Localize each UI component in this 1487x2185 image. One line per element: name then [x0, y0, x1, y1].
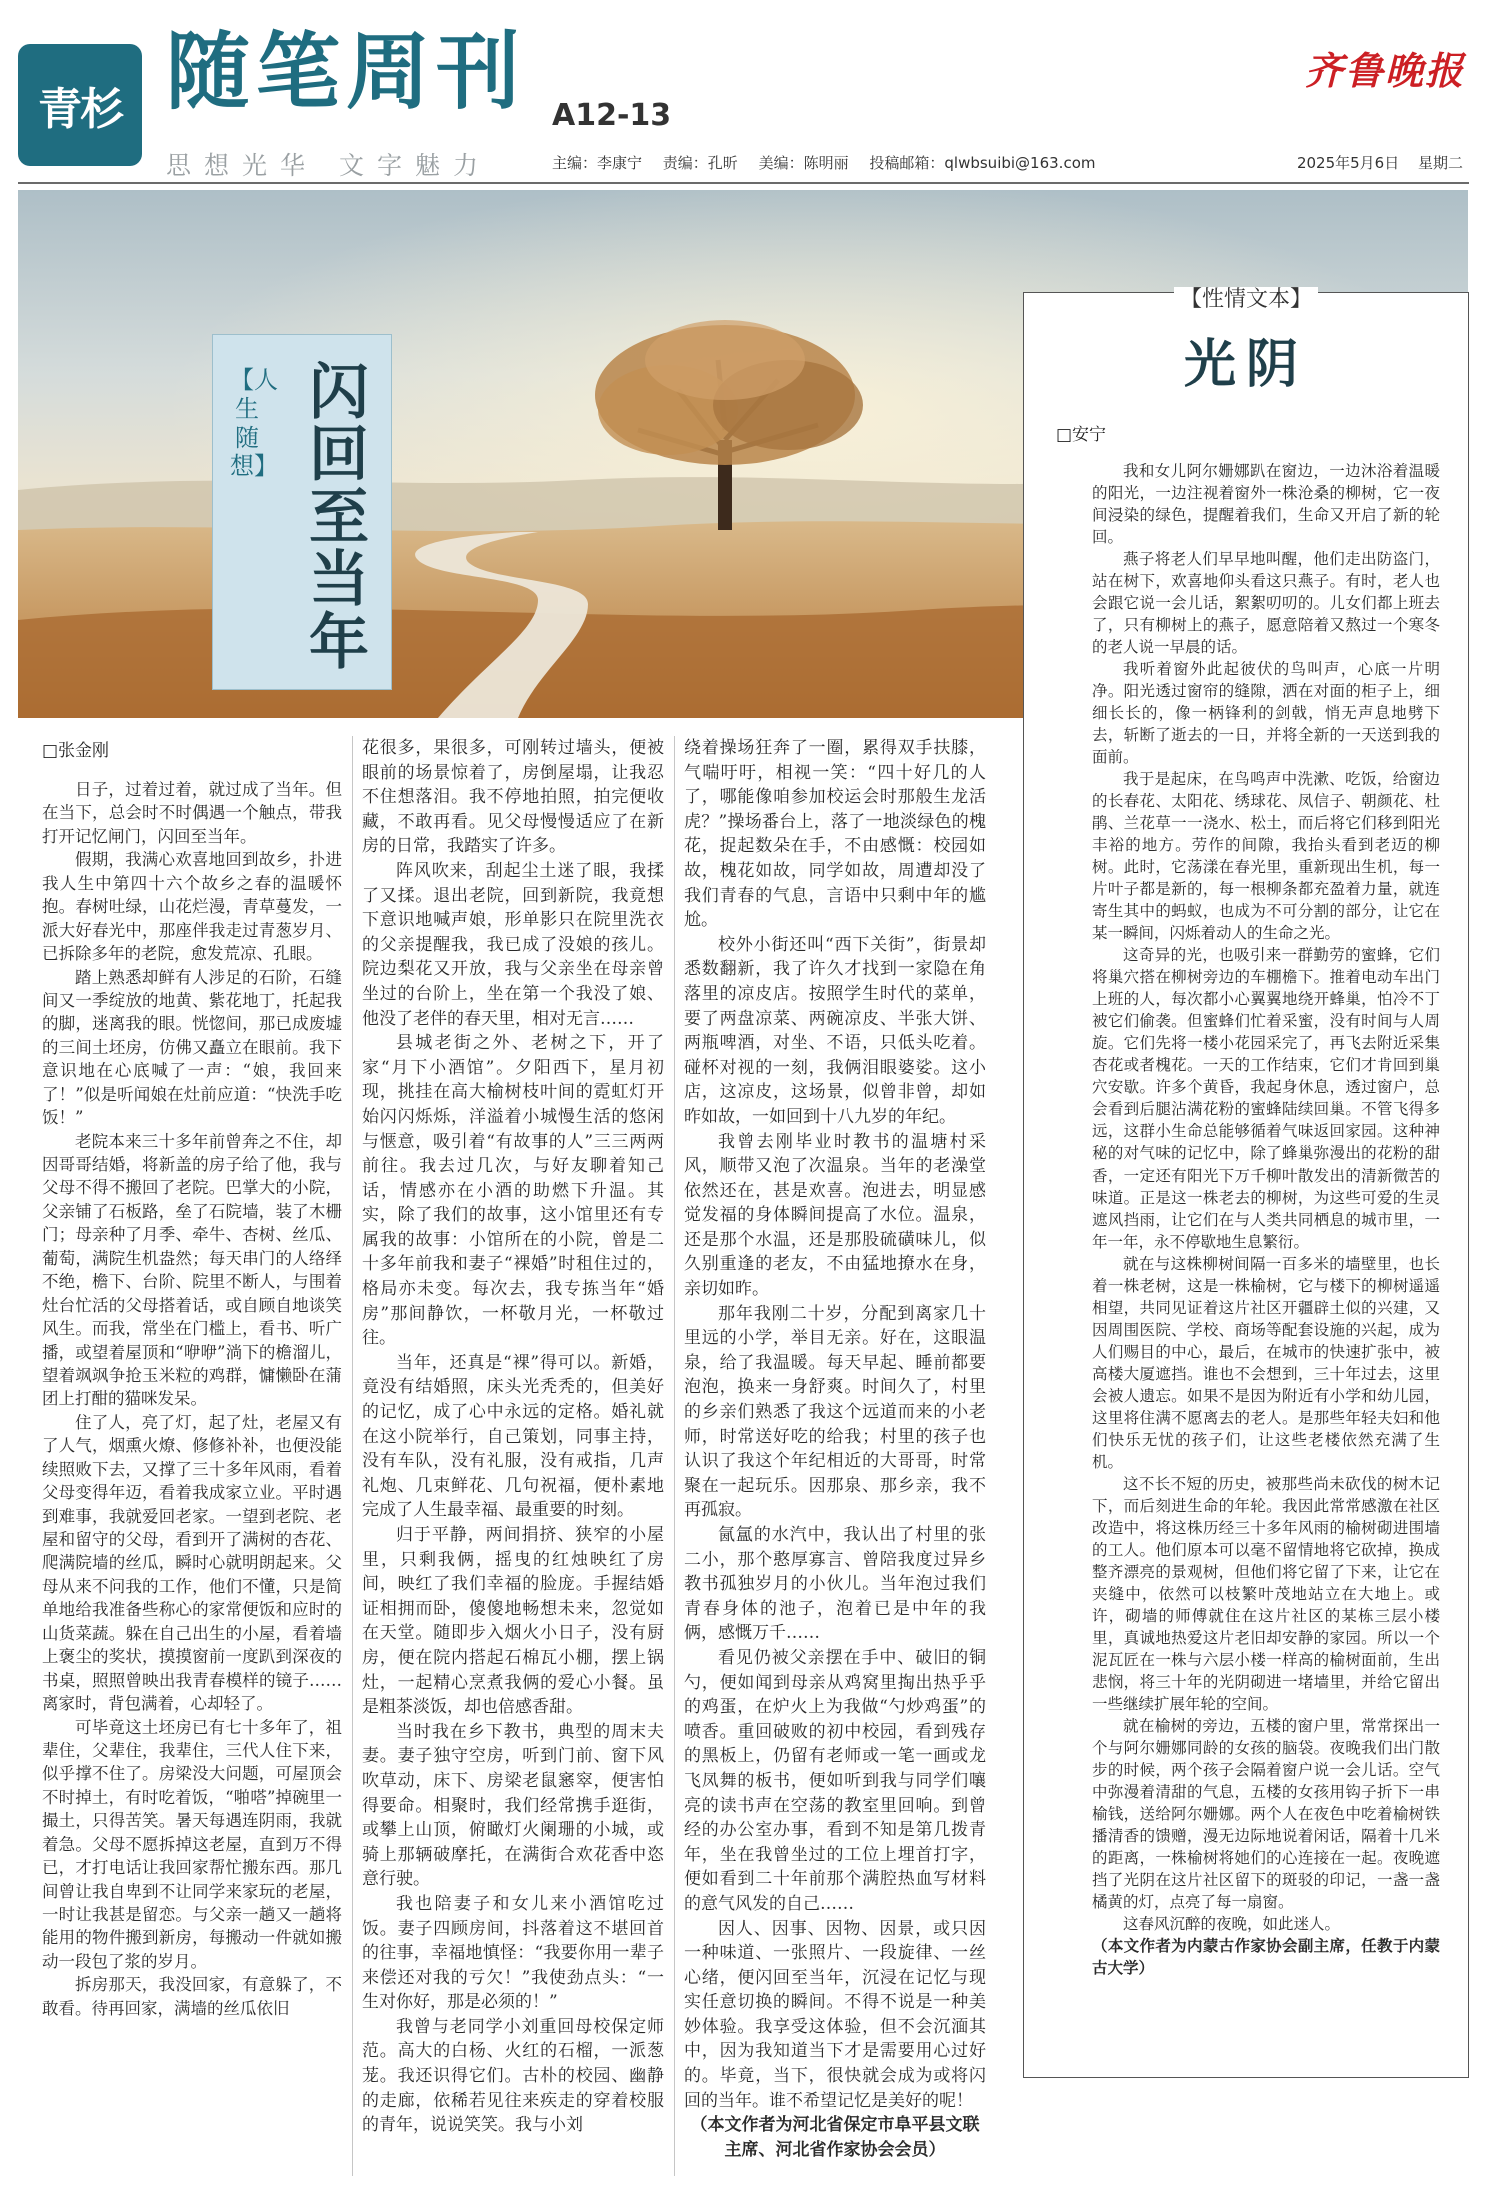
paragraph: 就在与这株柳树间隔一百多米的墙壁里，也长着一株老树，这是一株榆树，它与楼下的柳树遥遥相望，共同见证着这片社区开疆辟土似的兴建，又因周围医院、学校、商场等配套设施的兴起，成为人们赐目的中心，最后，在城市的快速扩张中，被高楼大厦遮挡。谁也不会想到，三十年过去，这里会被人遗忘。如果不是因为附近有小学和幼儿园，这里将住满不愿离去的老人。是那些年轻夫妇和他们快乐无忧的孩子们，让这些老楼依然充满了生机。 — [1092, 1254, 1440, 1471]
column-divider — [674, 736, 675, 2176]
sidebar-article-title: 光阴 — [1183, 334, 1308, 395]
paragraph: 那年我刚二十岁，分配到离家几十里远的小学，举目无亲。好在，这眼温泉，给了我温暖。每天早起、睡前都要泡泡，换来一身舒爽。时间久了，村里的乡亲们熟悉了我这个远道而来的小老师，时常送好吃的给我；村里的孩子也认识了我这个年纪相近的大哥哥，时常聚在一起玩乐。因那泉、那乡亲，我不再孤寂。 — [684, 1303, 986, 1521]
paragraph: 因人、因事、因物、因景，或只因一种味道、一张照片、一段旋律、一丝心绪，便闪回至当年，沉浸在记忆与现实任意切换的瞬间。不得不说是一种美妙体验。我享受这体验，但不会沉湎其中，因为我知道当下才是需要用心过好的。毕竟，当下，很快就会成为或将闪回的当年。谁不希望记忆是美好的呢！ — [684, 1918, 986, 2111]
article-author: □张金刚 — [42, 741, 110, 761]
paragraph: 我于是起床，在鸟鸣声中洗漱、吃饭，给窗边的长春花、太阳花、绣球花、凤信子、朝颜花、杜鹃、兰花草一一浇水、松土，而后将它们移到阳光丰裕的地方。劳作的间隙，我抬头看到老迈的柳树。此时，它荡漾在春光里，重新现出生机，每一片叶子都是新的，每一根柳条都充盈着力量，就连寄生其中的蚂蚁，也成为不可分割的部分，让它在某一瞬间，闪烁着动人的生命之光。 — [1092, 770, 1440, 943]
credit-designer: 美编：陈明丽 — [758, 154, 849, 172]
paragraph: 日子，过着过着，就过成了当年。但在当下，总会时不时偶遇一个触点，带我打开记忆闸门，闪回至当年。 — [42, 780, 342, 846]
issue-date: 2025年5月6日 — [1296, 154, 1400, 172]
issue-weekday: 星期二 — [1417, 154, 1463, 172]
page-number: A12-13 — [552, 98, 672, 133]
sidebar-article-author: □安宁 — [1056, 425, 1107, 445]
paragraph: 当时我在乡下教书，典型的周末夫妻。妻子独守空房，听到门前、窗下风吹草动，床下、房梁老鼠窸窣，便害怕得要命。相聚时，我们经常携手逛街，或攀上山顶，俯瞰灯火阑珊的小城，或骑上那辆破摩托，在满街合欢花香中恣意行驶。 — [362, 1721, 664, 1890]
sidebar-article-body — [1092, 460, 1440, 1979]
article-column-3 — [684, 736, 986, 2162]
paragraph: 我和女儿阿尔姗娜趴在窗边，一边沐浴着温暖的阳光，一边注视着窗外一株沧桑的柳树，它一夜间浸染的绿色，提醒着我们，生命又开启了新的轮回。 — [1092, 462, 1440, 547]
sidebar-author-note: （本文作者为内蒙古作家协会副主席，任教于内蒙古大学） — [1092, 1936, 1440, 1978]
paragraph: 踏上熟悉却鲜有人涉足的石阶，石缝间又一季绽放的地黄、紫花地丁，托起我的脚，迷离我的眼。恍惚间，那已成废墟的三间土坯房，仿佛又矗立在眼前。我下意识地在心底喊了一声：“娘，我回来了！”似是听闻娘在灶前应道：“快洗手吃饭！” — [42, 967, 342, 1128]
article-column-1 — [42, 778, 342, 2020]
sidebar-tag-text: 【性情文本】 — [1174, 287, 1318, 312]
paragraph: 我曾去刚毕业时教书的温塘村采风，顺带又泡了次温泉。当年的老澡堂依然还在，甚是欢喜。泡进去，明显感觉发福的身体瞬间提高了水位。温泉，还是那个水温，还是那股硫磺味儿，似久别重逢的老友，不由猛地撩水在身，亲切如昨。 — [684, 1131, 986, 1300]
paragraph: 拆房那天，我没回家，有意躲了，不敢看。待再回家，满墙的丝瓜依旧 — [42, 1975, 342, 2018]
credit-editor: 责编：孔昕 — [662, 154, 738, 172]
paragraph: 花很多，果很多，可刚转过墙头，便被眼前的场景惊着了，房倒屋塌，让我忍不住想落泪。我不停地拍照，拍完便收藏，不敢再看。见父母慢慢适应了在新房的日常，我踏实了许多。 — [362, 738, 664, 857]
column-tag: 【人生随想】 — [230, 366, 278, 481]
paragraph: 县城老街之外、老树之下，开了家“月下小酒馆”。夕阳西下，星月初现，挑挂在高大榆树枝叶间的霓虹灯开始闪闪烁烁，洋溢着小城慢生活的悠闲与惬意，吸引着“有故事的人”三三两两前往。我去过几次，与好友聊着知己话，情感亦在小酒的助燃下升温。其实，除了我们的故事，这小馆里还有专属我的故事：小馆所在的小院，曾是二十多年前我和妻子“裸婚”时租住过的，格局亦未变。每次去，我专拣当年“婚房”那间静饮，一杯敬月光，一杯敬过往。 — [362, 1033, 664, 1349]
paragraph: 阵风吹来，刮起尘土迷了眼，我揉了又揉。退出老院，回到新院，我竟想下意识地喊声娘，形单影只在院里洗衣的父亲提醒我，我已成了没娘的孩儿。院边梨花又开放，我与父亲坐在母亲曾坐过的台阶上，坐在第一个我没了娘、他没了老伴的春天里，相对无言…… — [362, 860, 664, 1029]
paragraph: 我曾与老同学小刘重回母校保定师范。高大的白杨、火红的石榴，一派葱茏。我还识得它们。古朴的校园、幽静的走廊，依稀若见往来疾走的穿着校服的青年，说说笑笑。我与小刘 — [362, 2016, 664, 2136]
masthead-slogan: 思想光华 文字魅力 — [166, 151, 491, 180]
newspaper-brand: 齐鲁晚报 — [1304, 48, 1465, 93]
paragraph: 可毕竟这土坯房已有七十多年了，祖辈住，父辈住，我辈住，三代人住下来，似乎撑不住了。房梁没大问题，可屋顶会不时掉土，有时吃着饭，“啪嗒”掉碗里一撮土，只得苦笑。暑天每遇连阴雨，我就着急。父母不愿拆掉这老屋，直到万不得已，才打电话让我回家帮忙搬东西。那几间曾让我自卑到不让同学来家玩的老屋，一时让我甚是留恋。与父亲一趟又一趟将能用的物件搬到新房，每搬动一件就如搬动一段包了浆的岁月。 — [42, 1717, 342, 1971]
paragraph: 住了人，亮了灯，起了灶，老屋又有了人气，烟熏火燎、修修补补，也便没能续照败下去，又撑了三十多年风雨，看着父母变得年迈，看着我成家立业。平时遇到难事，我就爱回老家。一望到老院、老屋和留守的父母，看到开了满树的杏花、爬满院墙的丝瓜，瞬时心就明朗起来。父母从来不问我的工作，他们不懂，只是简单地给我准备些称心的家常便饭和应时的山货菜蔬。躲在自己出生的小屋，看着墙上褒尘的奖状，摸摸窗前一度趴到深夜的书桌，照照曾映出我青春模样的镜子……离家时，背包满着，心却轻了。 — [42, 1412, 342, 1714]
masthead-title: 随笔周刊 — [166, 22, 527, 121]
editor-credits — [552, 152, 1111, 173]
paragraph: 当年，还真是“裸”得可以。新婚，竟没有结婚照，床头光秃秃的，但美好的记忆，成了心中永远的定格。婚礼就在这小院举行，自己策划，同事主持，没有车队，没有礼服，没有戒指，几声礼炮、几束鲜花、几句祝福，便朴素地完成了人生最幸福、最重要的时刻。 — [362, 1352, 664, 1521]
credit-email[interactable]: 投稿邮箱：qlwbsuibi@163.com — [869, 154, 1096, 172]
paragraph: 老院本来三十多年前曾奔之不住，却因哥哥结婚，将新盖的房子给了他，我与父母不得不搬回了老院。巴掌大的小院，父亲铺了石板路，垒了石院墙，装了木栅门；母亲种了月季、牵牛、杏树、丝瓜、葡萄，满院生机盎然；每天串门的人络绎不绝，檐下、台阶、院里不断人，与围着灶台忙活的父母搭着话，或自顾自地谈笑风生。而我，常坐在门槛上，看书、听广播，或望着屋顶和“咿咿”淌下的檐溜儿，望着飒飒争抢玉米粒的鸡群，慵懒卧在蒲团上打酣的猫咪发呆。 — [42, 1131, 342, 1409]
column-divider — [352, 736, 353, 2176]
paragraph: 这春风沉醉的夜晚，如此迷人。 — [1123, 1915, 1341, 1934]
paragraph: 这奇异的光，也吸引来一群勤劳的蜜蜂，它们将巢穴搭在柳树旁边的车棚檐下。推着电动车出门上班的人，每次都小心翼翼地绕开蜂巢，怕冷不丁被它们偷袭。但蜜蜂们忙着采蜜，没有时间与人周旋。它们先将一楼小花园采完了，再飞去附近采集杏花或者槐花。一天的工作结束，它们才肯回到巢穴安歇。许多个黄昏，我起身休息，透过窗户，总会看到后腿沾满花粉的蜜蜂陆续回巢。不管飞得多远，这群小生命总能够循着气味返回家园。这种神秘的对气味的记忆中，除了蜂巢弥漫出的花粉的甜香，一定还有阳光下万千柳叶散发出的清新微苦的味道。正是这一株老去的柳树，为这些可爱的生灵遮风挡雨，让它们在与人类共同栖息的城市里，一年一年，永不停歇地生息繁衍。 — [1092, 946, 1440, 1251]
sidebar-column-tag — [1023, 282, 1469, 313]
paragraph: 就在榆树的旁边，五楼的窗户里，常常探出一个与阿尔姗娜同龄的女孩的脑袋。夜晚我们出门散步的时候，两个孩子会隔着窗户说一会儿话。空气中弥漫着清甜的气息，五楼的女孩用钩子折下一串榆钱，送给阿尔姗娜。两个人在夜色中吃着榆树铁播清香的馈赠，漫无边际地说着闲话，隔着十几米的距离，一株榆树将她们的心连接在一起。夜晚遮挡了光阴在这片社区留下的斑驳的印记，一盏一盏橘黄的灯，点亮了每一扇窗。 — [1092, 1716, 1440, 1912]
paragraph: 这不长不短的历史，被那些尚未砍伐的树木记下，而后刻进生命的年轮。我因此常常感激在社区改造中，将这株历经三十多年风雨的榆树砌进围墙的工人。他们原本可以毫不留情地将它砍掉，换成整齐漂亮的景观树，但他们将它留了下来，让它在夹缝中，依然可以枝繁叶茂地站立在大地上。或许，砌墙的师傅就住在这片社区的某栋三层小楼里，真诚地热爱这片老旧却安静的家园。所以一个泥瓦匠在一株与六层小楼一样高的榆树面前，生出悲悯，将三十年的光阴砌进一堵墙里，并给它留出一些继续扩展年轮的空间。 — [1092, 1474, 1440, 1713]
article-column-2 — [362, 736, 664, 2138]
paragraph: 燕子将老人们早早地叫醒，他们走出防盗门，站在树下，欢喜地仰头看这只燕子。有时，老人也会跟它说一会儿话，絮絮叨叨的。儿女们都上班去了，只有柳树上的燕子，愿意陪着又熬过一个寒冬的老人说一早晨的话。 — [1092, 550, 1440, 657]
logo-text: 青杉 — [38, 84, 122, 135]
author-note: （本文作者为河北省保定市阜平县文联主席、河北省作家协会会员） — [690, 2115, 980, 2160]
article-title: 闪回至当年 — [309, 358, 369, 678]
paragraph: 假期，我满心欢喜地回到故乡，扑进我人生中第四十六个故乡之春的温暖怀抱。春树吐绿，山花烂漫，青草蔓发，一派大好春光中，那座伴我走过青葱岁月、已拆除多年的老院，愈发荒凉、孔眼。 — [42, 850, 342, 964]
paragraph: 看见仍被父亲摆在手中、破旧的铜勺，便如闻到母亲从鸡窝里掏出热乎乎的鸡蛋，在炉火上为我做“勺炒鸡蛋”的喷香。重回破败的初中校园，看到残存的黑板上，仍留有老师或一笔一画或龙飞凤舞的板书，便如听到我与同学们嚷亮的读书声在空荡的教室里回响。到曾经的办公室办事，看到不知是第几拨青年，坐在我曾坐过的工位上埋首打字，便如看到二十年前那个满腔热血写材料的意气风发的自己…… — [684, 1647, 986, 1914]
credit-chief-editor: 主编：李康宁 — [552, 154, 643, 172]
paragraph: 校外小街还叫“西下关街”，街景却悉数翻新，我了许久才找到一家隐在角落里的凉皮店。按照学生时代的菜单，要了两盘凉菜、两碗凉皮、半张大饼、两瓶啤酒，对坐、不语，只低头吃着。碰杯对视的一刻，我俩泪眼婆娑。这小店，这凉皮，这场景，似曾非曾，却如昨如故，一如回到十八九岁的年纪。 — [684, 934, 986, 1127]
paragraph: 氤氲的水汽中，我认出了村里的张二小，那个憨厚寡言、曾陪我度过异乡教书孤独岁月的小伙儿。当年泡过我们青春身体的池子，泡着已是中年的我俩，感慨万千…… — [684, 1525, 986, 1644]
paragraph: 绕着操场狂奔了一圈，累得双手扶膝，气喘吁吁，相视一笑：“四十好几的人了，哪能像咱参加校运会时那般生龙活虎？”操场番台上，落了一地淡绿色的槐花，捉起数朵在手，不由感慨：校园如故，槐花如故，同学如故，周遭却没了我们青春的气息，言语中只剩中年的尴尬。 — [684, 738, 986, 931]
paragraph: 我也陪妻子和女儿来小酒馆吃过饭。妻子四顾房间，抖落着这不堪回首的往事，幸福地慎怪：“我要你用一辈子来偿还对我的亏欠！”我使劲点头：“一生对你好，那是必须的！” — [362, 1893, 664, 2013]
dateline — [1283, 152, 1463, 173]
paragraph: 归于平静，两间捐挤、狭窄的小屋里，只剩我俩，摇曳的红烛映红了房间，映红了我们幸福的脸庞。手握结婚证相拥而卧，傻傻地畅想未来，忽觉如在天堂。随即步入烟火小日子，没有厨房，便在院内搭起石棉瓦小棚，摆上锅灶，一起精心烹煮我俩的爱心小餐。虽是粗茶淡饭，却也倍感香甜。 — [362, 1525, 664, 1718]
paragraph: 我听着窗外此起彼伏的鸟叫声，心底一片明净。阳光透过窗帘的缝隙，洒在对面的柜子上，细细长长的，像一柄锋利的剑戟，悄无声息地劈下去，斩断了逝去的一日，并将全新的一天送到我的面前。 — [1092, 660, 1440, 767]
header-rule — [18, 182, 1469, 184]
